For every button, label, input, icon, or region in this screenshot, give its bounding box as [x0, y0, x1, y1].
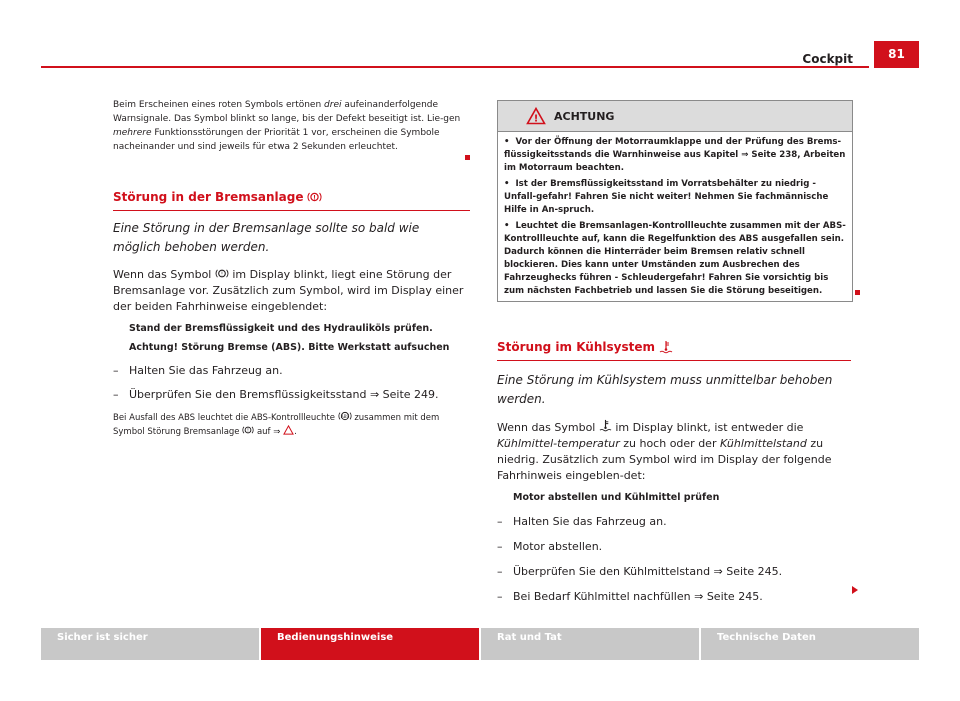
end-marker	[855, 290, 860, 295]
svg-text:!: !	[533, 113, 539, 125]
warning-triangle-icon	[526, 107, 546, 125]
tab-bedienungshinweise[interactable]: Bedienungshinweise	[261, 628, 479, 660]
list-item: – Halten Sie das Fahrzeug an.	[497, 515, 667, 528]
list-item: – Motor abstellen.	[497, 540, 603, 553]
list-item: – Überprüfen Sie den Bremsflüssigkeitsstand ⇒ Seite 249.	[113, 388, 439, 401]
warning-body	[498, 132, 852, 298]
brake-lead: Eine Störung in der Bremsanlage sollte so bald wie möglich behoben werden.	[113, 221, 420, 254]
header-rule	[41, 66, 869, 68]
coolant-lead: Eine Störung im Kühlsystem muss unmittelbar behoben werden.	[497, 373, 833, 406]
list-item: – Überprüfen Sie den Kühlmittelstand ⇒ Seite 245.	[497, 565, 783, 578]
display-message: Stand der Bremsflüssigkeit und des Hydrauliköls prüfen.	[129, 323, 433, 334]
warning-heading: ACHTUNG	[554, 109, 615, 123]
svg-text:ABS: ABS	[340, 413, 349, 419]
section-title-brake: Störung in der Bremsanlage !	[113, 190, 470, 211]
display-message: Achtung! Störung Bremse (ABS). Bitte Werkstatt aufsuchen	[129, 342, 450, 353]
section-title-coolant: Störung im Kühlsystem	[497, 340, 851, 361]
brake-warning-icon	[242, 425, 254, 435]
abs-note: Bei Ausfall des ABS leuchtet die ABS-Kontrollleuchte ABS zusammen mit dem Symbol Störung Bremsanlage ! auf ⇒ .	[113, 413, 440, 437]
right-column	[497, 340, 851, 605]
abs-icon	[338, 411, 352, 421]
tab-sicher-ist-sicher[interactable]: Sicher ist sicher	[41, 628, 259, 660]
coolant-body: Wenn das Symbol im Display blinkt, ist entweder die Kühlmittel-temperatur zu hoch oder der Kühlmittelstand zu niedrig. Zusätzlich zum Symbol wird im Display der folgende Fahrhinweis eingeblen-det:	[497, 421, 832, 482]
svg-text:!: !	[313, 194, 317, 202]
page-number: 81	[874, 41, 919, 68]
list-item: • Ist der Bremsflüssigkeitsstand im Vorratsbehälter zu niedrig - Unfall-gefahr! Fahren Sie nicht weiter! Nehmen Sie fachmännische Hilfe in An-spruch.	[504, 179, 829, 215]
intro-paragraph: Beim Erscheinen eines roten Symbols ertönen drei aufeinanderfolgende Warnsignale. Das Symbol blinkt so lange, bis der Defekt beseitigt ist. Lie-gen mehrere Funktionsstörungen der Priorität 1 vor, erscheinen die Symbole nacheinander und sind jeweils für etwa 2 Sekunden erleuchtet.	[113, 100, 461, 152]
list-item: – Halten Sie das Fahrzeug an.	[113, 364, 283, 377]
display-message: Motor abstellen und Kühlmittel prüfen	[513, 492, 720, 503]
warning-box	[497, 100, 853, 302]
warning-triangle-icon[interactable]	[283, 425, 294, 435]
page-header-title: Cockpit	[802, 52, 853, 66]
brake-warning-icon	[215, 268, 229, 279]
brake-warning-icon	[307, 191, 322, 203]
list-item: • Leuchtet die Bremsanlagen-Kontrollleuchte zusammen mit der ABS-Kontrollleuchte auf, kann die Regelfunktion des ABS ausgefallen sein. Dadurch können die Hinterräder beim Bremsen relativ schnell blockieren. Dies kann unter Umständen zum Ausbrechen des Fahrzeughecks führen - Schleudergefahr! Fahren Sie vorsichtig bis zum nächsten Fachbetrieb und lassen Sie die Störung beseitigen.	[504, 221, 846, 296]
svg-text:!: !	[220, 271, 223, 278]
end-marker	[465, 155, 470, 160]
left-column	[113, 98, 470, 439]
list-item: – Bei Bedarf Kühlmittel nachfüllen ⇒ Seite 245.	[497, 590, 763, 603]
warning-header	[498, 101, 852, 132]
coolant-icon	[599, 419, 612, 432]
footer-nav	[41, 628, 919, 660]
tab-rat-und-tat[interactable]: Rat und Tat	[481, 628, 699, 660]
continue-arrow-icon	[851, 585, 859, 595]
tab-technische-daten[interactable]: Technische Daten	[701, 628, 919, 660]
list-item: • Vor der Öffnung der Motorraumklappe und der Prüfung des Brems-flüssigkeitsstands die Warnhinweise aus Kapitel ⇒ Seite 238, Arbeiten im Motorraum beachten.	[504, 137, 846, 173]
coolant-icon	[659, 340, 673, 354]
svg-text:!: !	[247, 428, 250, 434]
brake-body: Wenn das Symbol ! im Display blinkt, liegt eine Störung der Bremsanlage vor. Zusätzlich zum Symbol, wird im Display einer der beiden Fahrhinweise eingeblendet:	[113, 268, 464, 313]
